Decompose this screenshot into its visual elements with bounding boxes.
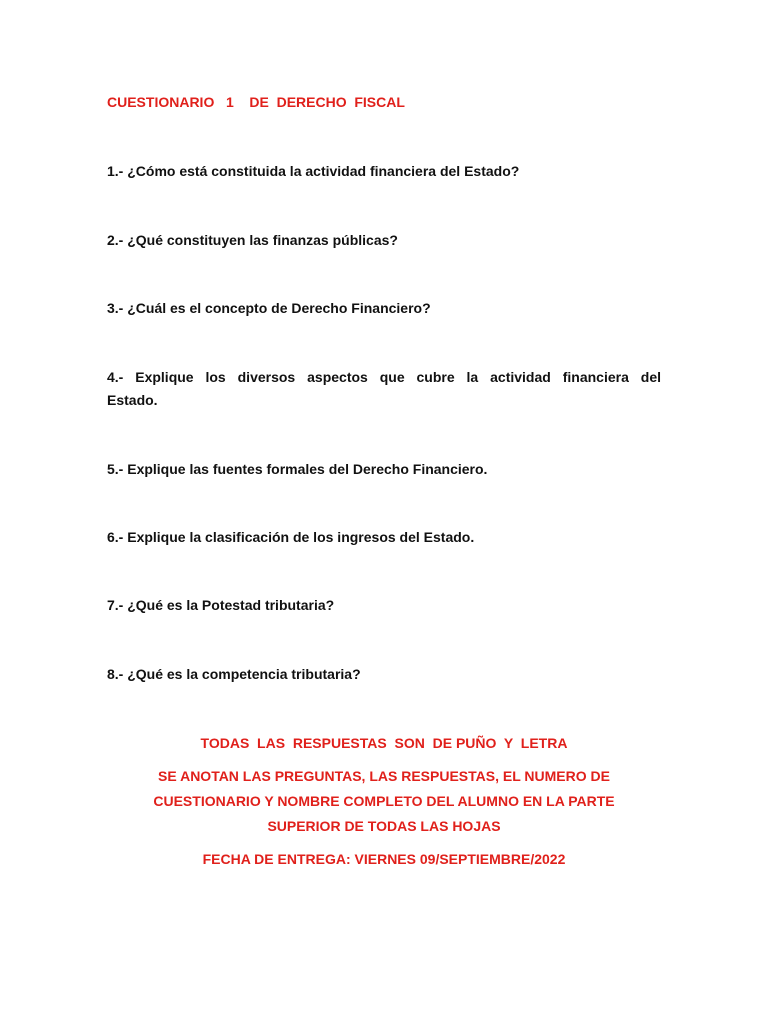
handwritten-notice: TODAS LAS RESPUESTAS SON DE PUÑO Y LETRA [200, 735, 568, 751]
question-3: 3.- ¿Cuál es el concepto de Derecho Financiero? [107, 300, 431, 316]
question-7: 7.- ¿Qué es la Potestad tributaria? [107, 597, 335, 613]
question-5: 5.- Explique las fuentes formales del Derecho Financiero. [107, 461, 488, 477]
due-date: FECHA DE ENTREGA: VIERNES 09/SEPTIEMBRE/2022 [202, 851, 566, 867]
question-4: 4.- Explique los diversos aspectos que cubre la actividad financiera del Estado. [107, 369, 661, 408]
question-6: 6.- Explique la clasificación de los ingresos del Estado. [107, 529, 475, 545]
document-title: CUESTIONARIO 1 DE DERECHO FISCAL [107, 94, 405, 110]
annotation-instructions: SE ANOTAN LAS PREGUNTAS, LAS RESPUESTAS, EL NUMERO DE CUESTIONARIO Y NOMBRE COMPLETO DEL ALUMNO EN LA PARTE SUPERIOR DE TODAS LAS HOJAS [153, 768, 615, 834]
question-8: 8.- ¿Qué es la competencia tributaria? [107, 666, 361, 682]
question-1: 1.- ¿Cómo está constituida la actividad financiera del Estado? [107, 163, 520, 179]
question-2: 2.- ¿Qué constituyen las finanzas públicas? [107, 232, 398, 248]
